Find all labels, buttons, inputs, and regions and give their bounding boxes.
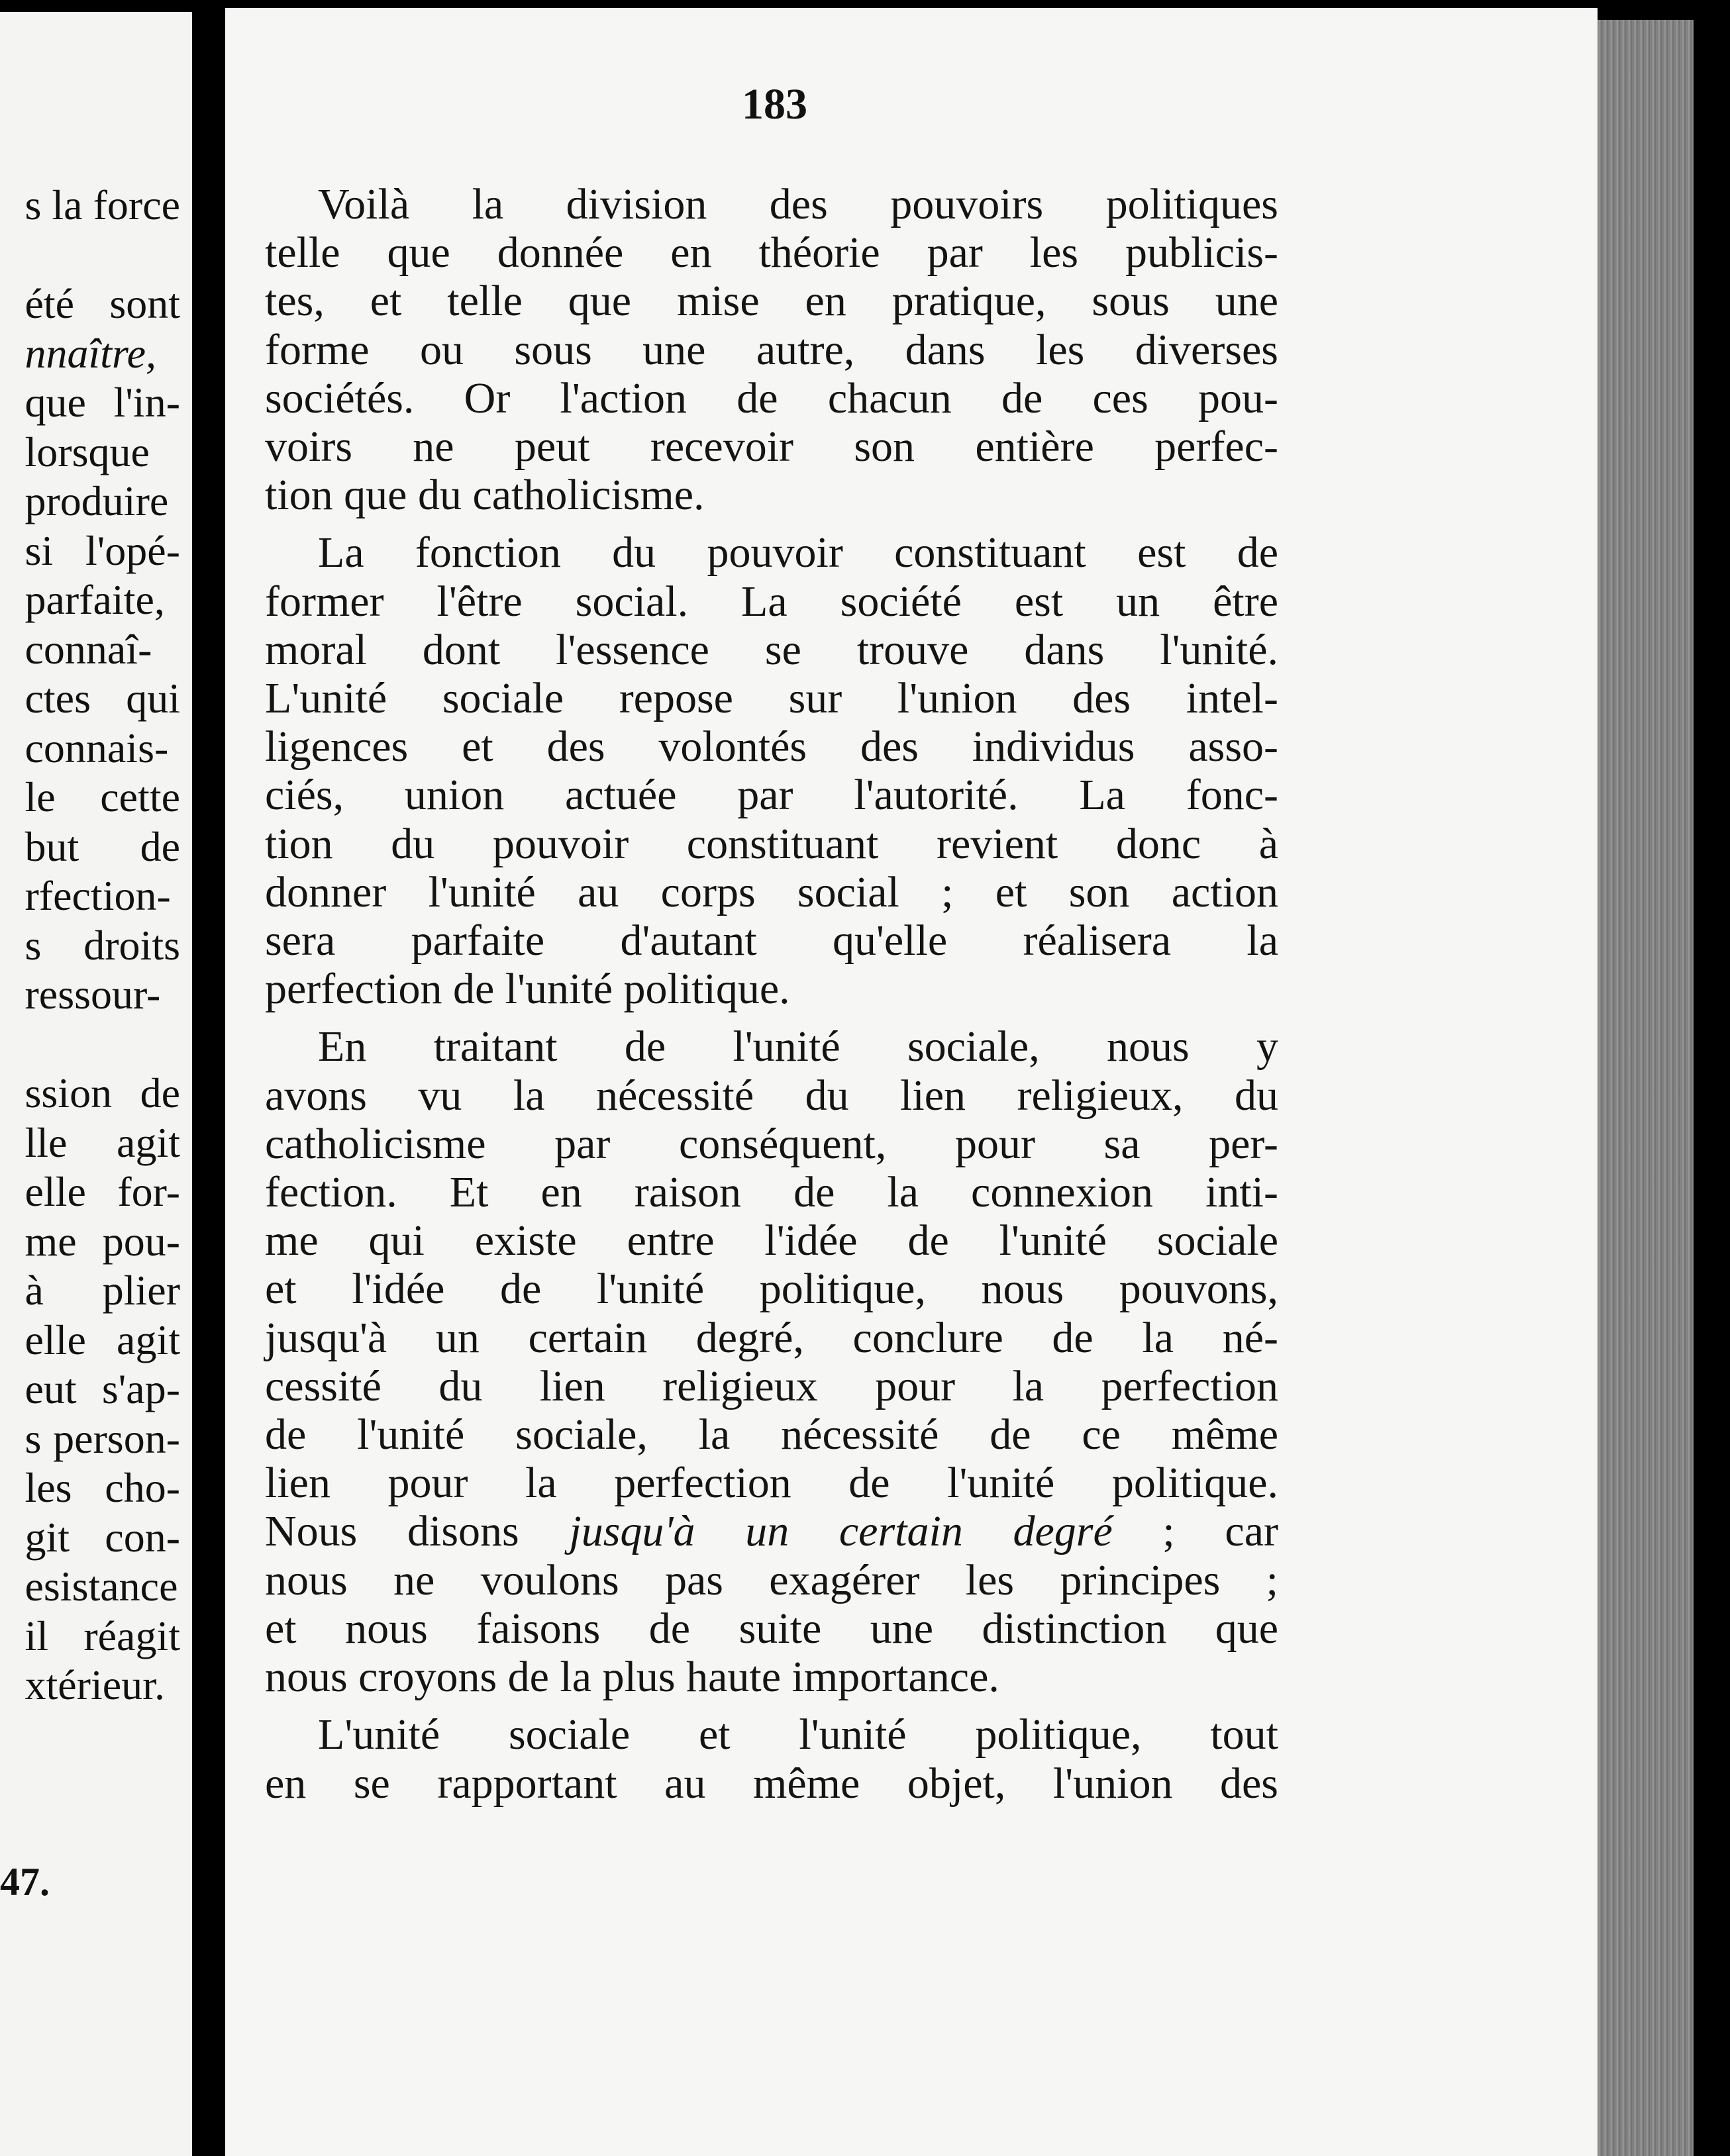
text-line: L'unité sociale repose sur l'union des intel- [265, 674, 1278, 723]
text-line: lien pour la perfection de l'unité politique. [265, 1459, 1278, 1508]
page-number: 183 [742, 80, 807, 128]
previous-page-line: nnaître, [25, 329, 156, 377]
previous-page-text [25, 181, 180, 1710]
text-line: La fonction du pouvoir constituant est de [318, 528, 1278, 577]
text-line: donner l'unité au corps social ; et son action [265, 867, 1278, 916]
previous-page-line: but de [25, 822, 180, 870]
text-line: En traitant de l'unité sociale, nous y [318, 1022, 1278, 1071]
previous-page-line: lle agit [25, 1118, 180, 1166]
text-line: nous croyons de la plus haute importance. [265, 1653, 999, 1702]
page-stack-edge [1598, 20, 1694, 2156]
previous-page-line: eut s'ap- [25, 1365, 180, 1412]
previous-page-line: rfection- [25, 872, 171, 919]
text-line: ciés, union actuée par l'autorité. La fonc- [265, 771, 1278, 820]
text-line: avons vu la nécessité du lien religieux, du [265, 1071, 1278, 1120]
previous-page-line: parfaite, [25, 576, 165, 623]
paragraph [265, 528, 1278, 1013]
previous-page-line: ctes qui [25, 675, 180, 722]
previous-page-line: me pou- [25, 1217, 180, 1265]
text-line: sera parfaite d'autant qu'elle réalisera la [265, 916, 1278, 965]
paragraph [265, 1710, 1278, 1807]
paragraph [265, 1022, 1278, 1701]
text-line: jusqu'à un certain degré, conclure de la né- [265, 1313, 1278, 1362]
previous-page-line: lorsque [25, 428, 150, 475]
previous-page-line: été sont [25, 280, 180, 327]
text-run: ; car [1112, 1507, 1279, 1556]
text-line: nous ne voulons pas exagérer les principes ; [265, 1555, 1278, 1604]
previous-page-line: si l'opé- [25, 526, 180, 574]
italic-emphasis: jusqu'à un certain degré [569, 1507, 1113, 1556]
text-line: tion du pouvoir constituant revient donc à [265, 819, 1278, 868]
previous-page-line: s la force [25, 181, 180, 228]
previous-page-fragment [0, 12, 192, 2156]
text-line: fection. Et en raison de la connexion inti- [265, 1168, 1278, 1217]
text-line: de l'unité sociale, la nécessité de ce même [265, 1410, 1278, 1459]
previous-page-gap [25, 1020, 180, 1069]
previous-page-line: à plier [25, 1267, 180, 1314]
book-gutter [192, 0, 225, 2156]
previous-page-line: s person- [25, 1414, 180, 1462]
scan-border [1694, 0, 1730, 2156]
previous-page-line: s droits [25, 921, 180, 969]
text-line: cessité du lien religieux pour la perfection [265, 1361, 1278, 1410]
previous-page-line: connais- [25, 724, 169, 771]
text-line: tes, et telle que mise en pratique, sous une [265, 277, 1278, 326]
text-line: et l'idée de l'unité politique, nous pouvons, [265, 1265, 1278, 1314]
text-line: voirs ne peut recevoir son entière perfec- [265, 422, 1278, 471]
previous-page-line: ressour- [25, 971, 161, 1018]
previous-page-line: git con- [25, 1513, 180, 1561]
previous-page-line: il réagit [25, 1612, 180, 1659]
text-line: L'unité sociale et l'unité politique, tout [318, 1710, 1278, 1759]
text-line-mixed [265, 1507, 1278, 1555]
previous-page-line: connaî- [25, 625, 152, 673]
text-line: en se rapportant au même objet, l'union des [265, 1759, 1278, 1808]
text-line: tion que du catholicisme. [265, 471, 705, 520]
previous-page-line: les cho- [25, 1464, 180, 1511]
text-line: Voilà la division des pouvoirs politiques [318, 180, 1278, 228]
previous-page-line: xtérieur. [25, 1661, 165, 1708]
text-line: perfection de l'unité politique. [265, 965, 790, 1014]
text-line: sociétés. Or l'action de chacun de ces pou- [265, 373, 1278, 422]
text-line: former l'être social. La société est un être [265, 577, 1278, 626]
page-body [265, 180, 1278, 1817]
text-line: ligences et des volontés des individus asso- [265, 722, 1278, 771]
previous-page-line: le cette [25, 773, 180, 820]
text-line: forme ou sous une autre, dans les diverses [265, 325, 1278, 374]
previous-page-folio: 47. [0, 1860, 50, 1904]
text-line: catholicisme par conséquent, pour sa per- [265, 1119, 1278, 1168]
previous-page-line: esistance [25, 1563, 178, 1610]
previous-page-line: elle agit [25, 1316, 180, 1363]
paragraph [265, 180, 1278, 519]
previous-page-line: produire [25, 477, 169, 524]
text-line: telle que donnée en théorie par les publicis- [265, 228, 1278, 277]
previous-page-line: que l'in- [25, 379, 180, 426]
text-run: Nous disons [265, 1507, 519, 1556]
previous-page-line: elle for- [25, 1168, 180, 1215]
text-line: et nous faisons de suite une distinction que [265, 1604, 1278, 1653]
previous-page-line: ssion de [25, 1069, 180, 1116]
text-line: me qui existe entre l'idée de l'unité sociale [265, 1216, 1278, 1265]
previous-page-gap [25, 230, 180, 280]
text-line: moral dont l'essence se trouve dans l'unité. [265, 625, 1278, 674]
